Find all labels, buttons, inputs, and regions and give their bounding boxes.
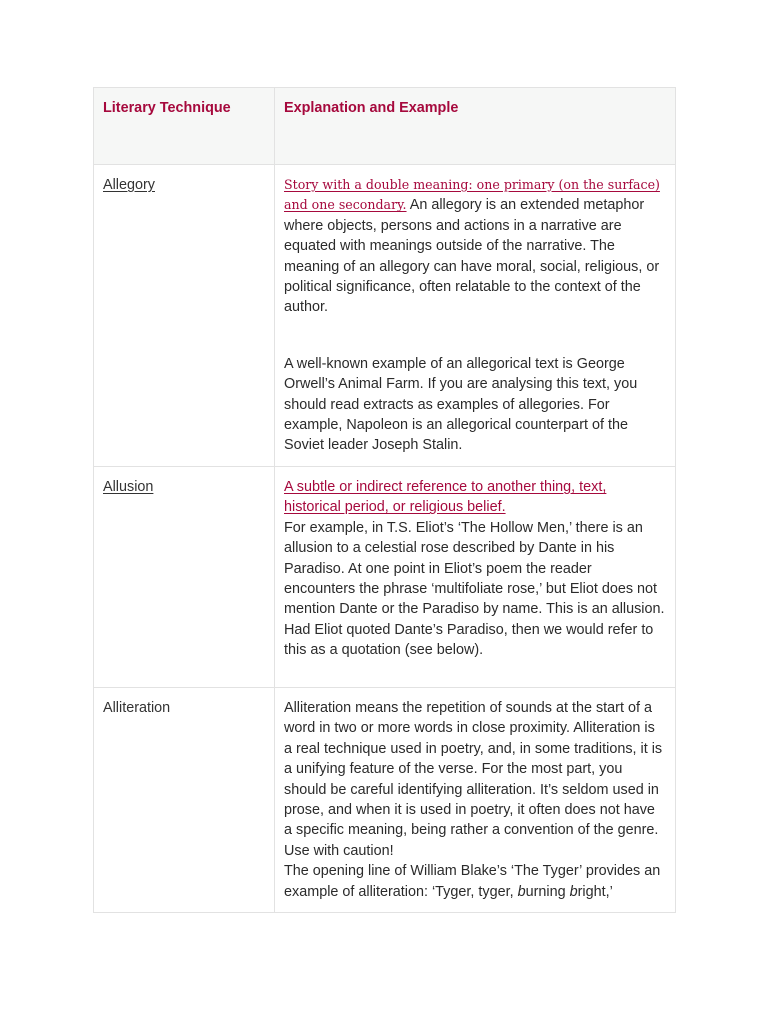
definition-allusion[interactable]: A subtle or indirect reference to another thing, text, historical period, or religious belief. (284, 478, 607, 516)
header-technique: Literary Technique (103, 100, 231, 116)
example-mid: urning (525, 883, 570, 900)
header-explanation: Explanation and Example (284, 100, 459, 116)
header-cell-explanation (275, 88, 676, 165)
term-cell (94, 466, 275, 687)
explanation-cell (275, 466, 676, 687)
example-b2: b (569, 883, 578, 900)
term-alliteration: Alliteration (103, 699, 171, 716)
allegory-paragraph-1 (284, 175, 666, 318)
term-cell (94, 165, 275, 467)
header-cell-technique (94, 88, 275, 165)
literary-techniques-table (93, 87, 676, 913)
allegory-body-1: An allegory is an extended metaphor where objects, persons and actions in a narrative are equated with meanings outside of the narrative. The meaning of an allegory can have moral, social, religious, or political significance, often relatable to the context of the author. (284, 197, 660, 316)
allusion-body-1: For example, in T.S. Eliot’s ‘The Hollow Men,’ there is an allusion to a celestial rose described by Dante in his Paradiso. At one point in Eliot’s poem the reader encounters the phrase ‘multifoliate rose,’ but Eliot does not mention Dante or the Paradiso by name. This is an allusion. Had Eliot quoted Dante’s Paradiso, then we would refer to this as a quotation (see below). (284, 519, 665, 659)
explanation-cell (275, 165, 676, 467)
term-cell (94, 687, 275, 912)
allegory-body-2: A well-known example of an allegorical text is George Orwell’s Animal Farm. If you are analysing this text, you should read extracts as examples of allegories. For example, Napoleon is an allegorical counterpart of the Soviet leader Joseph Stalin. (284, 355, 638, 454)
paragraph-spacer (284, 318, 666, 354)
alliteration-example (284, 861, 666, 902)
term-allegory[interactable]: Allegory (103, 177, 155, 193)
example-b1: b (517, 883, 526, 900)
table-row-allusion (94, 466, 676, 687)
table-row-allegory (94, 165, 676, 467)
term-allusion[interactable]: Allusion (103, 478, 154, 495)
allusion-definition-paragraph (284, 477, 666, 518)
example-end: right,’ (577, 883, 613, 900)
table-header-row (94, 88, 676, 165)
explanation-cell (275, 687, 676, 912)
definition-allegory[interactable]: Story with a double meaning: one primary (on the surface) and one secondary. (284, 177, 660, 213)
alliteration-body-1: Alliteration means the repetition of sounds at the start of a word in two or more words in close proximity. Alliteration is a real technique used in poetry, and, in some traditions, it is a unifying feature of the verse. For the most part, you should be careful identifying alliteration. It’s seldom used in prose, and when it is used in poetry, it often does not have a specific meaning, being rather a convention of the genre. Use with caution! (284, 699, 663, 859)
example-lead: The opening line of William Blake’s ‘The Tyger’ provides an example of alliteration: ‘Tyger, tyger, (284, 863, 661, 900)
table-row-alliteration (94, 687, 676, 912)
